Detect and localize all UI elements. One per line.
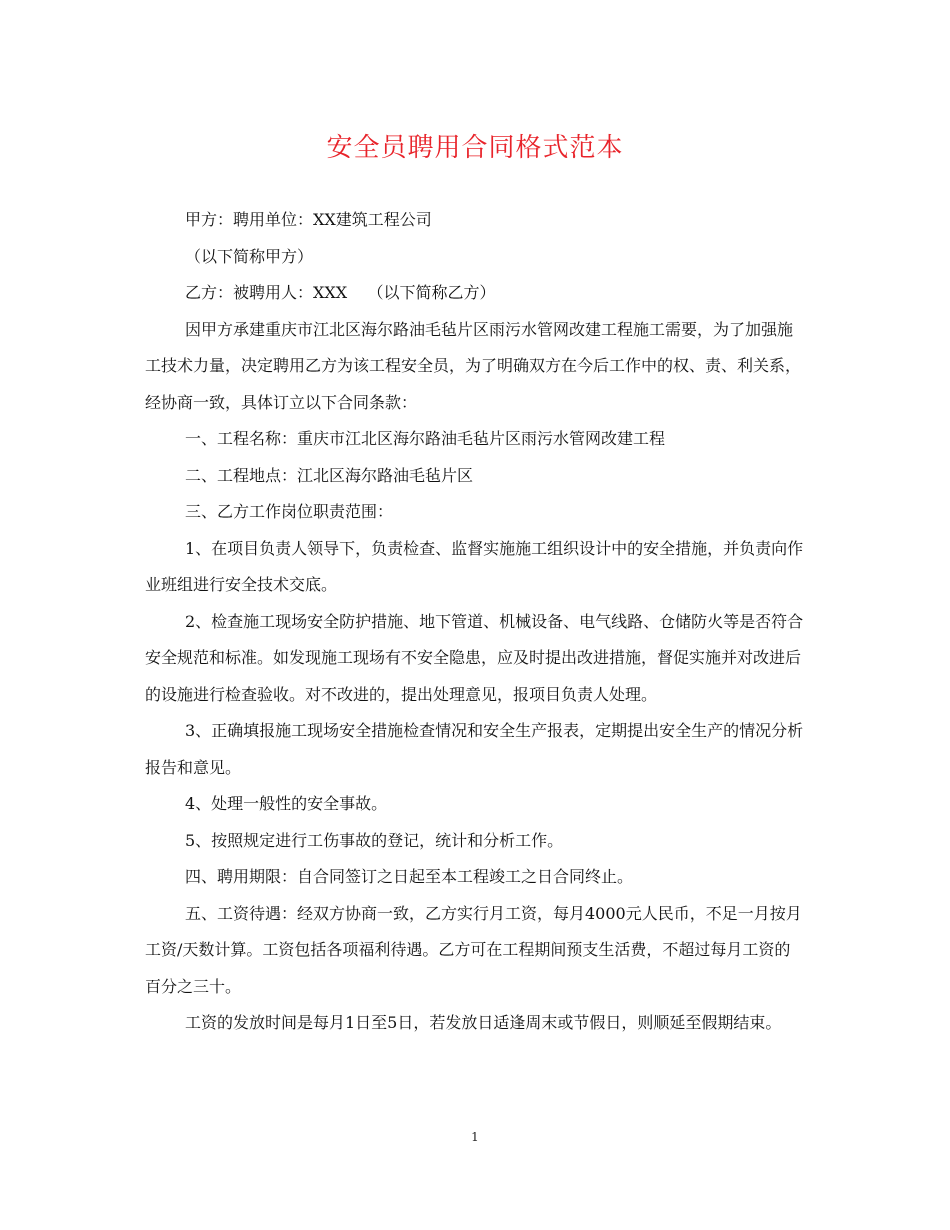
intro-paragraph: 因甲方承建重庆市江北区海尔路油毛毡片区雨污水管网改建工程施工需要，为了加强施工技术力量，决定聘用乙方为该工程安全员，为了明确双方在今后工作中的权、责、利关系，经协商一致，具体订立以下合同条款： <box>145 319 802 412</box>
duty-item-4: 4、处理一般性的安全事故。 <box>185 794 388 813</box>
clause-project-name: 一、工程名称：重庆市江北区海尔路油毛毡片区雨污水管网改建工程 <box>185 429 666 448</box>
document-body <box>145 202 805 1042</box>
clause-project-location: 二、工程地点：江北区海尔路油毛毡片区 <box>185 465 474 485</box>
clause-salary: 五、工资待遇：经双方协商一致，乙方实行月工资，每月4000元人民币，不足一月按月工资/天数计算。工资包括各项福利待遇。乙方可在工程期间预支生活费，不超过每月工资的百分之三十。 <box>145 903 802 996</box>
clause-employment-period: 四、聘用期限：自合同签订之日起至本工程竣工之日合同终止。 <box>185 867 634 886</box>
document-title: 安全员聘用合同格式范本 <box>326 133 624 163</box>
salary-payment-time: 工资的发放时间是每月1日至5日，若发放日适逢周末或节假日，则顺延至假期结束。 <box>185 1013 782 1032</box>
duty-item-1: 1、在项目负责人领导下，负责检查、监督实施施工组织设计中的安全措施，并负责向作业班组进行安全技术交底。 <box>145 538 804 594</box>
party-a-line: 甲方：聘用单位：XX建筑工程公司 <box>185 210 432 229</box>
clause-duties-heading: 三、乙方工作岗位职责范围： <box>185 502 394 521</box>
duty-item-2: 2、检查施工现场安全防护措施、地下管道、机械设备、电气线路、仓储防火等是否符合安全规范和标准。如发现施工现场有不安全隐患，应及时提出改进措施，督促实施并对改进后的设施进行检查验收。对不改进的，提出处理意见，报项目负责人处理。 <box>145 611 804 704</box>
page-number: 1 <box>471 1130 479 1144</box>
party-a-abbrev: （以下简称甲方） <box>185 246 314 266</box>
duty-item-5: 5、按照规定进行工伤事故的登记，统计和分析工作。 <box>185 830 564 850</box>
duty-item-3: 3、正确填报施工现场安全措施检查情况和安全生产报表，定期提出安全生产的情况分析报告和意见。 <box>145 721 804 777</box>
party-b-line: 乙方：被聘用人：XXX （以下简称乙方） <box>185 283 496 302</box>
